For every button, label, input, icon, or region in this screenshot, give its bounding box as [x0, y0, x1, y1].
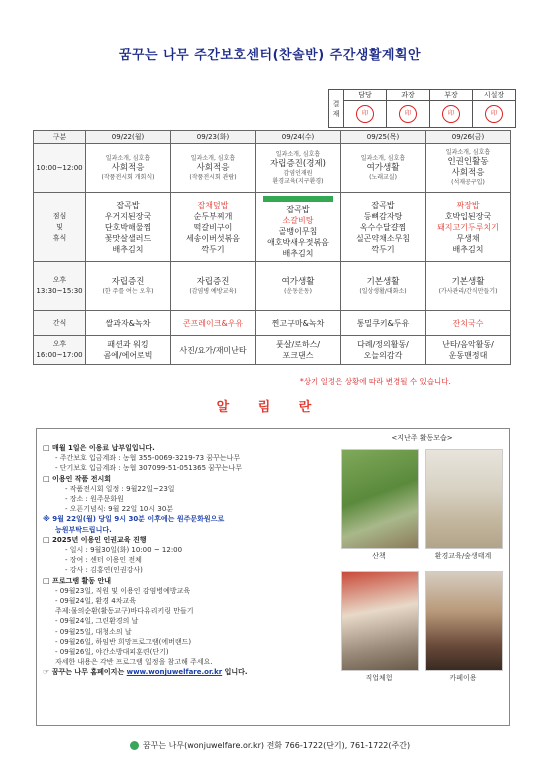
- row-label-snack: 간식: [34, 311, 86, 336]
- photo-walk: [341, 449, 419, 549]
- notice-line: - 09월26일, 하임반 희망프로그램(에버랜드): [55, 637, 192, 646]
- morning-cell: 일과소개, 심호흡 사회적응 (작품전시회 개회식): [86, 144, 171, 193]
- footer-text: 꿈꾸는 나무(wonjuwelfare.or.kr) 전화 766-1722(단기), 761-1722(주간): [142, 741, 411, 750]
- homepage-line: ☞ 꿈꾸는 나무 홈페이지는 www.wonjuwelfare.or.kr 입니다.: [43, 668, 248, 677]
- snack-cell: 콘프레이크&우유: [171, 311, 256, 336]
- photo-cafe: [425, 571, 503, 671]
- lunch-menu-cell: 짜장밥 호박입된장국 돼지고기두루치기 무생채 배추김치: [426, 193, 511, 262]
- notice-line: □ 이용인 작품 전시회: [43, 474, 112, 483]
- approval-role: 담당: [344, 90, 387, 101]
- late-activity-cell: 다례/정의활동/ 오늘의감각: [341, 336, 426, 365]
- late-activity-cell: 패션과 워킹 굠에/에어로빅: [86, 336, 171, 365]
- late-activity-cell: 난타/음악활동/ 운동맨정대: [426, 336, 511, 365]
- notice-line: □ 매월 1일은 이용료 납부일입니다.: [43, 444, 155, 452]
- photo-environment-class: [425, 449, 503, 549]
- photo-panel: [340, 433, 504, 443]
- page-title: 꿈꾸는 나무 주간보호센터(찬솔반) 주간생활계획안: [118, 48, 422, 63]
- notice-line: 주제:물의순환(활동교구)바다유리키링 만들기: [55, 607, 194, 616]
- footer: [0, 740, 540, 751]
- photos-title: <지난주 활동모습>: [391, 434, 453, 442]
- approval-box: [328, 89, 516, 128]
- afternoon-cell: 기본생활 (가사관리/간식만들기): [426, 262, 511, 311]
- seal-stamp: 印: [485, 105, 503, 123]
- morning-cell: 일과소개, 심호흡 여가생활 (노래교실): [341, 144, 426, 193]
- approval-role: 시설장: [473, 90, 516, 101]
- afternoon-cell: 자립증진 (한 주를 여는 오후): [86, 262, 171, 311]
- weekly-schedule-table: [33, 130, 511, 365]
- lunch-menu-cell: 잡곡밥 우거지된장국 단호박해물찜 꽃맛살샐러드 배추김치: [86, 193, 171, 262]
- photo-job-experience: [341, 571, 419, 671]
- notice-line: - 일시 : 9월30일(화) 10:00 ~ 12:00: [65, 546, 183, 555]
- seal-stamp: 印: [399, 105, 417, 123]
- lunch-menu-cell: 잡채덮밥 순두부찌개 떡갈비구이 세송이버섯볶음 깍두기: [171, 193, 256, 262]
- notice-line: - 09월25일, 대청소의 날: [55, 627, 132, 636]
- notice-line: - 09월24일, 그린환경의 날: [55, 617, 139, 626]
- approval-signature: [387, 101, 430, 128]
- photo-caption: 직업체험: [365, 674, 393, 682]
- day-header: 09/25(목): [341, 131, 426, 144]
- afternoon-cell: 기본생활 (일상생활/대화소): [341, 262, 426, 311]
- notice-line: 능원부탁드립니다.: [55, 525, 112, 534]
- late-activity-cell: 풋살/로하스/ 포크댄스: [256, 336, 341, 365]
- notice-text: [43, 443, 341, 678]
- homepage-link[interactable]: www.wonjuwelfare.or.kr: [126, 668, 223, 677]
- notice-line: - 09월26일, 야간소방대피훈련(단기): [55, 648, 169, 657]
- afternoon-cell: 여가생활 (운동운동): [256, 262, 341, 311]
- morning-cell: 일과소개, 심호흡 자립증진(경제) 감염인재원 환경교육(지구환경): [256, 144, 341, 193]
- approval-role: 부장: [430, 90, 473, 101]
- highlight-bar: [263, 196, 333, 202]
- notice-line: - 장여 : 센터 이용인 전체: [65, 556, 142, 565]
- row-label-afternoon: 오후 13:30~15:30: [34, 262, 86, 311]
- approval-role: 과장: [387, 90, 430, 101]
- approval-signature: [473, 101, 516, 128]
- notice-line: 자세한 내용은 각반 프로그램 일정을 참고해 주세요.: [55, 658, 213, 667]
- morning-cell: 일과소개, 심호흡 인권인활동 사회적응 (석재공구입): [426, 144, 511, 193]
- photo-caption: 환경교육/숲생태계: [434, 552, 492, 560]
- corner-header: 구분: [34, 131, 86, 144]
- snack-cell: 쌀과자&녹차: [86, 311, 171, 336]
- approval-signature: [344, 101, 387, 128]
- approval-signature: [430, 101, 473, 128]
- notice-line: ※ 9월 22일(월) 당일 9시 30분 이후에는 원주문화원으로: [43, 515, 225, 524]
- notice-box: [36, 428, 510, 726]
- notice-line: - 09월24일, 환경 4차교육: [55, 597, 137, 606]
- notice-line: - 강사 : 김홍연(인권강사): [65, 566, 143, 575]
- row-label-lunch: 점심 및 휴식: [34, 193, 86, 262]
- day-header: 09/26(금): [426, 131, 511, 144]
- notice-line: - 단기보호 입금계좌 : 농협 307099-51-051365 꿈꾸는나무: [55, 464, 243, 473]
- day-header: 09/23(화): [171, 131, 256, 144]
- notice-line: □ 2025년 이용인 인권교육 진행: [43, 535, 147, 544]
- lunch-menu-cell: 잡곡밥 등뼈감자탕 옥수수달걀찜 실곤약채소무침 깍두기: [341, 193, 426, 262]
- seal-stamp: 印: [356, 105, 374, 123]
- snack-cell: 통밀쿠키&두유: [341, 311, 426, 336]
- notice-line: - 주간보호 입금계좌 : 농협 355-0069-3219-73 꿈꾸는나무: [55, 454, 241, 463]
- snack-cell: 잔치국수: [426, 311, 511, 336]
- row-label-late: 오후 16:00~17:00: [34, 336, 86, 365]
- snack-cell: 찐고구마&녹차: [256, 311, 341, 336]
- day-header: 09/22(월): [86, 131, 171, 144]
- center-logo-icon: [130, 741, 139, 750]
- notice-line: - 작품전시회 일정 : 9월22일~23일: [65, 484, 175, 493]
- notice-line: - 09월23일, 직원 및 이용인 감염병예방교육: [55, 586, 191, 595]
- notice-line: □ 프로그램 활동 안내: [43, 576, 112, 585]
- afternoon-cell: 자립증진 (감염병 예방교육): [171, 262, 256, 311]
- notice-title: 알 림 란: [216, 400, 324, 415]
- notice-line: - 장소 : 원주문화원: [65, 495, 124, 504]
- late-activity-cell: 사진/요가/재미난타: [171, 336, 256, 365]
- photo-caption: 카페이용: [449, 674, 477, 682]
- seal-stamp: 印: [442, 105, 460, 123]
- row-label-morning: 10:00~12:00: [34, 144, 86, 193]
- schedule-change-note: *상기 일정은 상황에 따라 변경될 수 있습니다.: [300, 377, 451, 386]
- photo-caption: 산책: [372, 552, 386, 560]
- lunch-menu-cell: 잡곡밥 소갈비탕 골뱅이무침 애호박새우젓볶음 배추김치: [256, 193, 341, 262]
- morning-cell: 일과소개, 심호흡 사회적응 (작품전시회 관람): [171, 144, 256, 193]
- day-header: 09/24(수): [256, 131, 341, 144]
- notice-line: - 오픈기념식: 9월 22일 10시 30분: [65, 505, 174, 514]
- approval-side-label: 결 재: [329, 90, 344, 128]
